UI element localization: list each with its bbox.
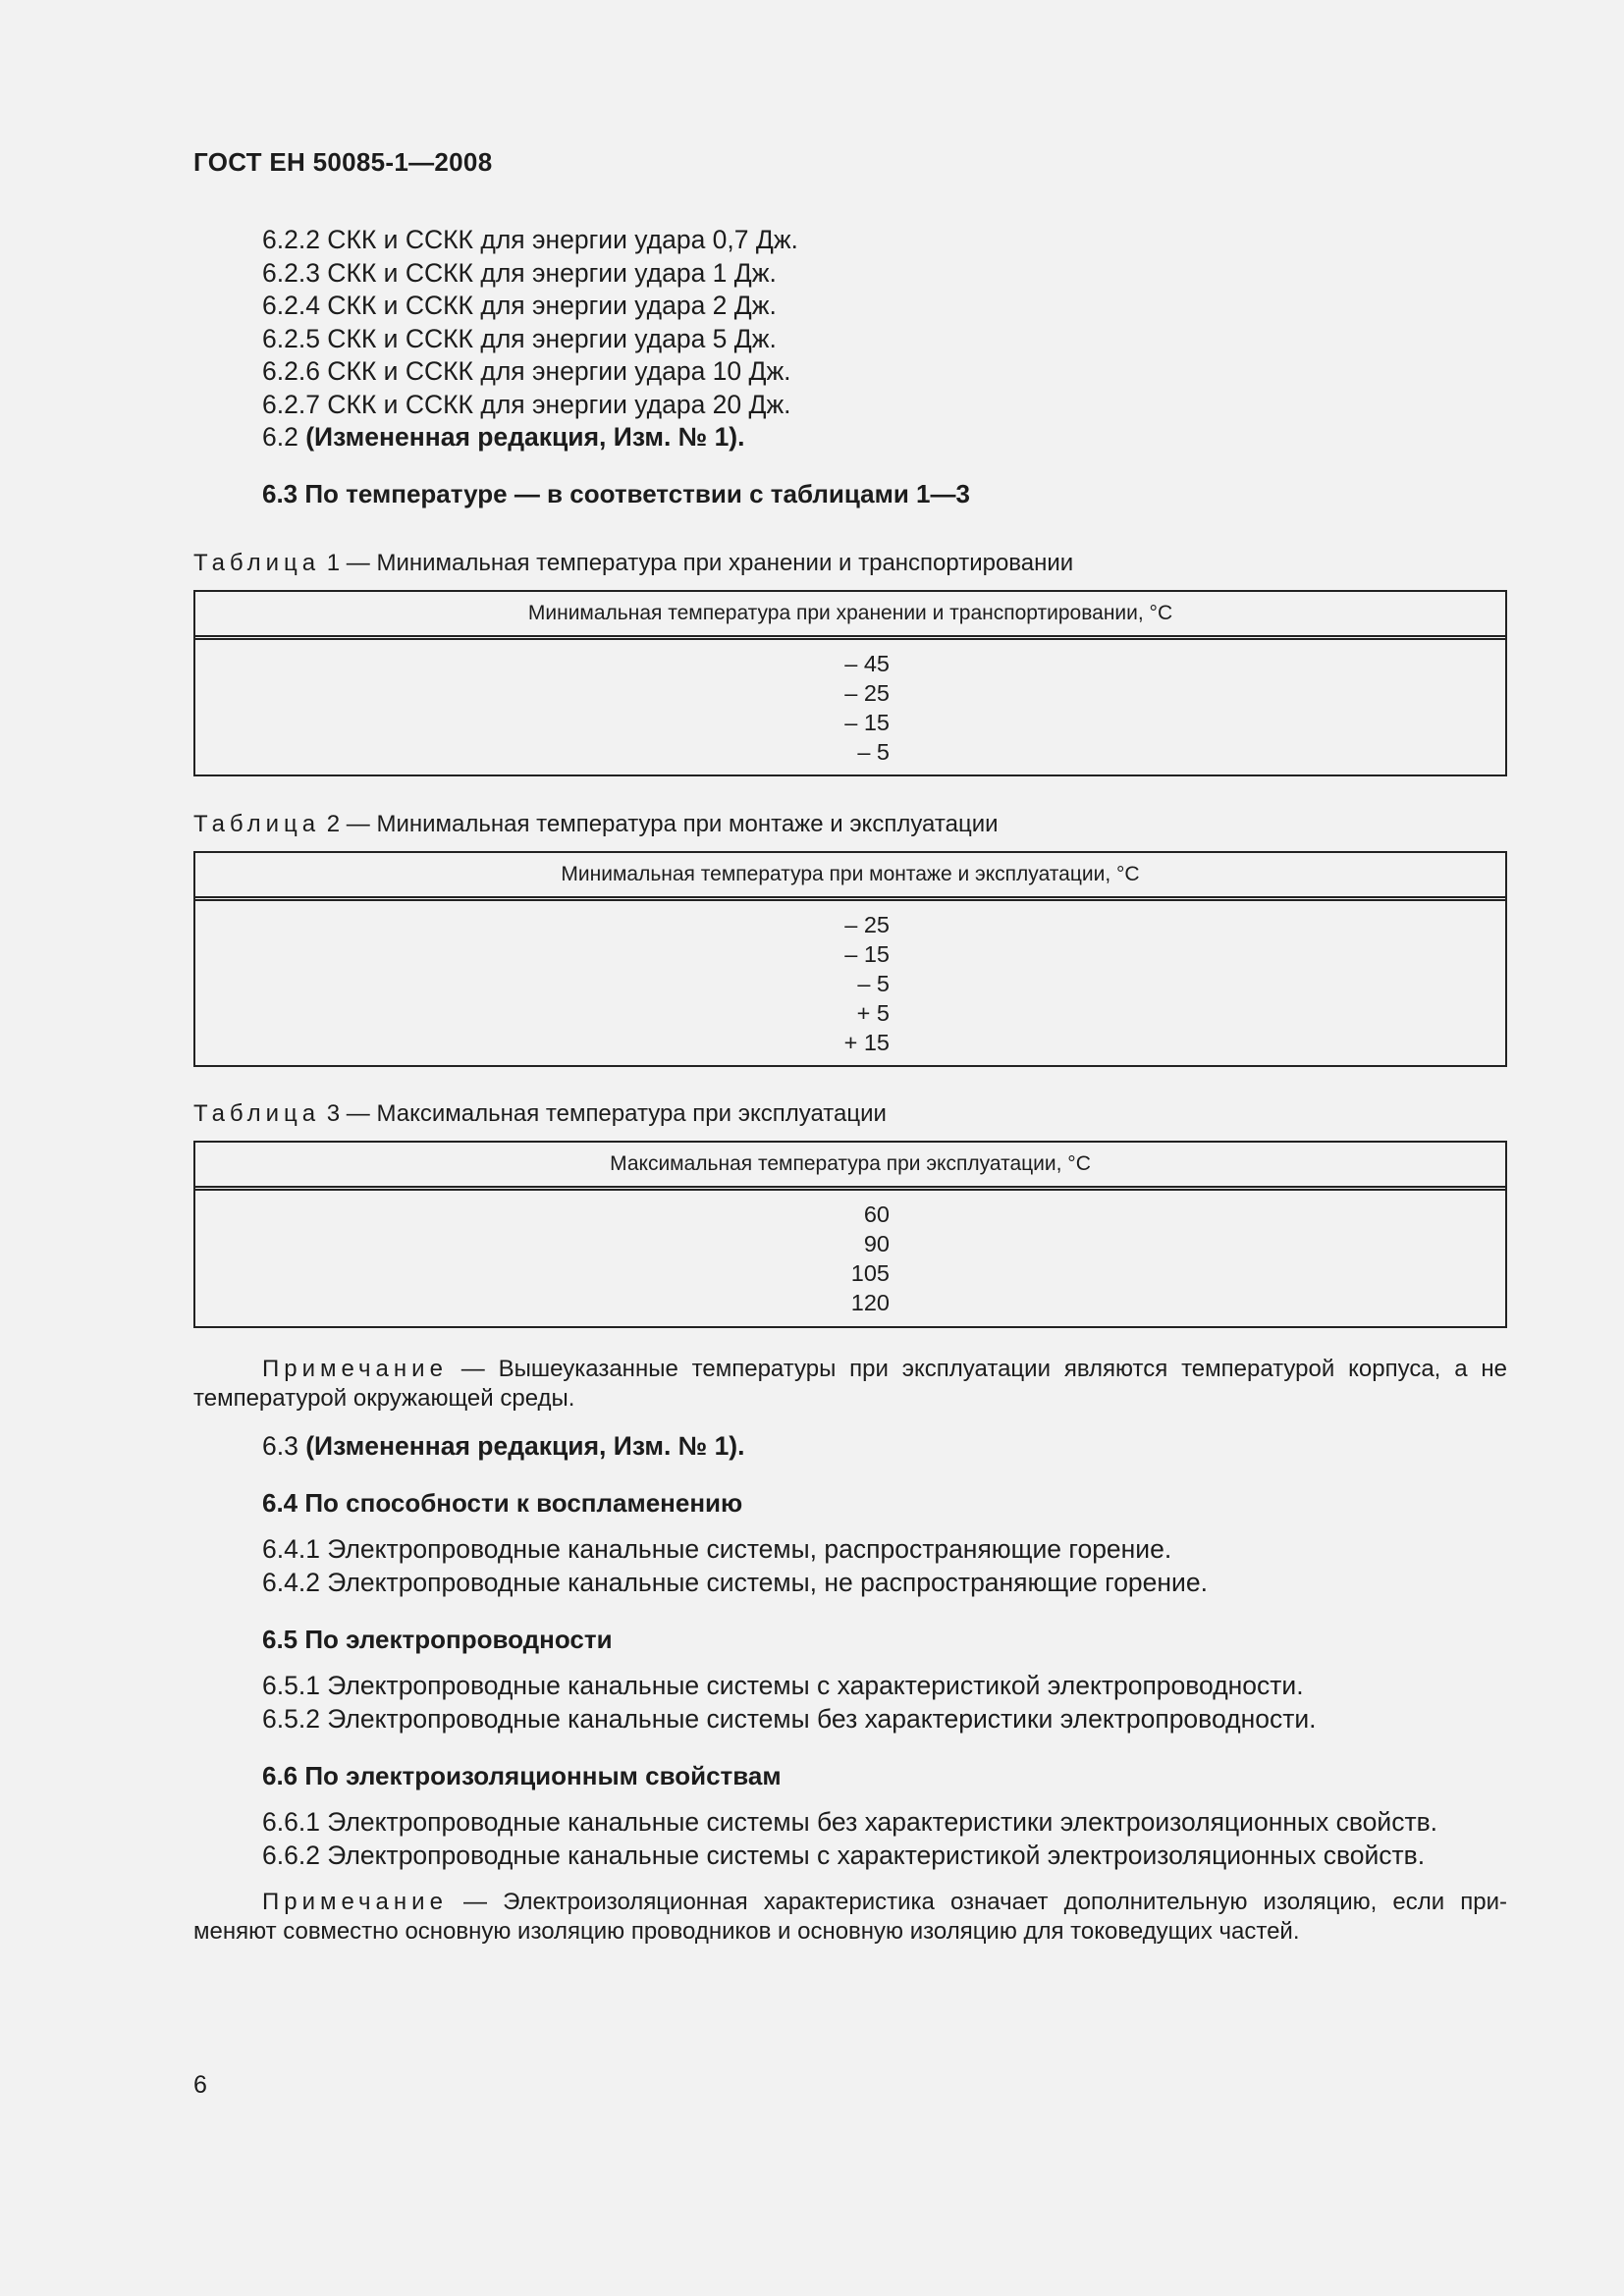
table-header: Максимальная температура при эксплуатации, °С [195, 1143, 1505, 1191]
table-caption-word: Таблица [193, 1100, 321, 1127]
amendment-text: (Измененная редакция, Изм. № 1). [305, 1431, 745, 1461]
table-values [195, 1191, 1505, 1317]
table-cell: 120 [850, 1290, 890, 1315]
list-item: 6.2.6 СКК и ССКК для энергии удара 10 Дж. [262, 356, 791, 386]
amendment-text: (Измененная редакция, Изм. № 1). [305, 422, 745, 452]
list-item: 6.6.1 Электропроводные канальные системы без характеристики электроизоляционных свойств. [262, 1807, 1438, 1837]
section-6-5-list [262, 1670, 1317, 1735]
table-2 [193, 851, 1507, 1067]
table-cell: – 5 [857, 971, 890, 996]
table-values [195, 901, 1505, 1057]
note-text: — Вышеуказанные температуры при эксплуатации являются температурой корпуса, а не температурой окружающей среды. [193, 1356, 1507, 1412]
amendment-note [262, 421, 798, 454]
section-heading-6-4: 6.4 По способности к воспламенению [262, 1488, 743, 1518]
section-heading-6-3: 6.3 По температуре — в соответствии с таблицами 1—3 [262, 479, 970, 508]
section-6-6-list [262, 1806, 1437, 1872]
table-header: Минимальная температура при монтаже и эксплуатации, °С [195, 853, 1505, 901]
list-item: 6.2.3 СКК и ССКК для энергии удара 1 Дж. [262, 257, 777, 288]
note-label: Примечание [262, 1889, 448, 1915]
table-cell: 60 [863, 1201, 890, 1227]
note-text: — Электроизоляционная характеристика означает дополнительную изоляцию, если применяют совместно основную изоляцию проводников и основную изоляцию для токоведущих частей. [193, 1889, 1507, 1945]
table-caption-word: Таблица [193, 550, 321, 576]
list-item: 6.4.1 Электропроводные канальные системы, распространяющие горение. [262, 1534, 1172, 1564]
list-item: 6.2.7 СКК и ССКК для энергии удара 20 Дж. [262, 389, 791, 419]
table-header: Минимальная температура при хранении и транспортировании, °С [195, 592, 1505, 640]
list-item: 6.5.2 Электропроводные канальные системы без характеристики электропроводности. [262, 1703, 1317, 1734]
table-cell: – 45 [844, 651, 890, 676]
table-cell: – 15 [844, 941, 890, 967]
section-6-4-list [262, 1533, 1208, 1599]
table-cell: – 15 [844, 710, 890, 735]
table-cell: + 15 [843, 1030, 890, 1055]
document-page [193, 0, 1507, 2296]
section-heading-6-6: 6.6 По электроизоляционным свойствам [262, 1761, 782, 1790]
table-3 [193, 1141, 1507, 1328]
list-item: 6.6.2 Электропроводные канальные системы с характеристикой электроизоляционных свойств. [262, 1840, 1426, 1870]
list-item: 6.4.2 Электропроводные канальные системы, не распространяющие горение. [262, 1567, 1208, 1597]
amendment-number: 6.2 [262, 422, 298, 452]
section-heading-6-5: 6.5 По электропроводности [262, 1625, 613, 1654]
section-6-2-list [262, 224, 798, 454]
table-cell: – 5 [857, 739, 890, 765]
table-values [195, 640, 1505, 767]
table-cell: 90 [863, 1231, 890, 1256]
page-number: 6 [193, 2071, 207, 2099]
table-1 [193, 590, 1507, 776]
table-2-caption [193, 811, 999, 838]
document-header: ГОСТ ЕН 50085-1—2008 [193, 147, 493, 177]
amendment-note [262, 1431, 745, 1462]
table-1-caption [193, 550, 1073, 577]
table-cell: – 25 [844, 912, 890, 937]
table-cell: 105 [850, 1260, 890, 1286]
table-caption-word: Таблица [193, 811, 321, 837]
table-caption-text: 2 — Минимальная температура при монтаже и эксплуатации [320, 811, 999, 837]
list-item: 6.2.5 СКК и ССКК для энергии удара 5 Дж. [262, 323, 777, 353]
list-item: 6.5.1 Электропроводные канальные системы с характеристикой электропроводности. [262, 1671, 1304, 1700]
table-caption-text: 3 — Максимальная температура при эксплуатации [320, 1100, 887, 1127]
table-cell: + 5 [856, 1000, 890, 1026]
note-insulation [193, 1888, 1507, 1947]
table-caption-text: 1 — Минимальная температура при хранении и транспортировании [320, 550, 1074, 576]
note-temperatures [193, 1355, 1507, 1414]
list-item: 6.2.4 СКК и ССКК для энергии удара 2 Дж. [262, 291, 777, 320]
amendment-number: 6.3 [262, 1431, 298, 1461]
table-cell: – 25 [844, 680, 890, 706]
note-label: Примечание [262, 1356, 448, 1382]
table-3-caption [193, 1100, 887, 1128]
list-item: 6.2.2 СКК и ССКК для энергии удара 0,7 Дж. [262, 225, 798, 254]
